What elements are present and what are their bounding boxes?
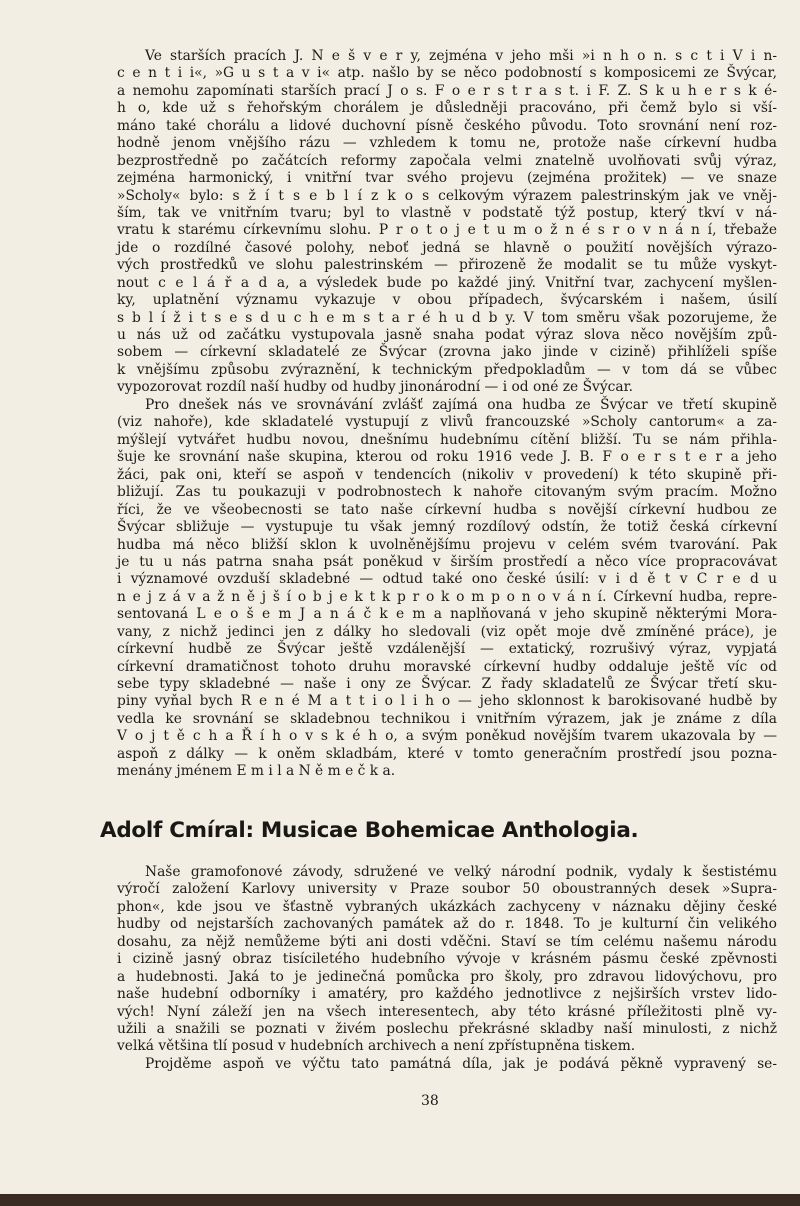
text-line: vých! Nyní záleží jen na všech interesentech, aby této krásné příležitosti plně vy- [117,1003,777,1020]
text-line: V o j t ě c h a Ř í h o v s k é h o, a svým poněkud novějším tvarem ukazovala by — [117,728,777,745]
text-line: církevní hudbě ze Švýcar ještě vzdálenější — extatický, rozrušivý výraz, vypjatá [117,641,777,658]
text-line: Švýcar sbližuje — vystupuje tu však jemný rozdílový odstín, že totiž česká církevní [117,519,777,536]
text-line: hudby od nejstarších zachovaných památek až do r. 1848. To je kulturní čin velikého [117,916,777,933]
text-line: »Scholy« bylo: s ž í t s e b l í z k o s celkovým výrazem palestrinským jak ve vněj- [117,187,777,204]
text-line: užili a snažili se poznati v živém poslechu překrásné skladby naší minulosti, z nichž [117,1020,777,1037]
text-line: vedla ke srovnání se skladebnou technikou i vnitřním výrazem, jak je známe z díla [117,710,777,727]
text-line: sentovaná L e o š e m J a n á č k e m a naplňovaná v jeho skupině některými Mora- [117,606,777,623]
section-heading: Adolf Cmíral: Musicae Bohemicae Anthologia. [100,818,639,843]
text-line: menány jménem E m i l a N ě m e č k a. [117,763,396,780]
text-line: vratu k starému církevnímu slohu. P r o t o j e t u m o ž n é s r o v n á n í, třebaže [117,222,777,239]
text-line: Pro dnešek nás ve srovnávání zvlášť zajímá ona hudba ze Švýcar ve třetí skupině [145,397,777,413]
text-line: jde o rozdílné časové polohy, neboť jedná se hlavně o použití novějších výrazo- [117,239,777,256]
text-line: (viz nahoře), kde skladatelé vystupují z vlivů francouzské »Scholy cantorum« a za- [117,414,777,431]
text-line: u nás už od začátku vystupovala jasně snaha podat výraz slova něco novějším způ- [117,327,777,343]
text-line: říci, že ve všeobecnosti se tato naše církevní hudba s novější církevní hudbou ze [117,501,777,518]
text-line: i významové ovzduší skladebné — odtud také ono české úsilí: v i d ě t v C r e d u [117,571,777,588]
text-line: sobem — církevní skladatelé ze Švýcar (zrovna jako jinde v cizině) přihlíželi spíše [117,344,777,361]
text-line: velká většina tlí posud v hudebních archivech a není zpřístupněna tiskem. [117,1038,636,1055]
text-line: i cizině jasný obraz tisíciletého hudebního vývoje v krásném pásmu české zpěvnosti [117,951,777,968]
text-line: církevní dramatičnost tohoto druhu moravské církevní hudby oddaluje ještě víc od [117,658,777,675]
text-line: šuje ke srovnání naše skupina, kterou od roku 1916 vede J. B. F o e r s t e r a jeho [117,449,777,466]
page-number: 38 [421,1093,439,1109]
text-line: vypozorovat rozdíl naší hudby od hudby jinonárodní — i od oné ze Švýcar. [117,379,634,396]
text-line: Naše gramofonové závody, sdružené ve velký národní podnik, vydaly k šestistému [145,864,777,880]
text-line: piny vyňal bych R e n é M a t t i o l i h o — jeho sklonnost k barokisované hudbě by [117,693,777,710]
text-line: ky, uplatnění významu vykazuje v obou případech, švýcarském i našem, úsilí [117,292,777,309]
text-line: sebe typy skladebné — naše i ony ze Švýcar. Z řady skladatelů ze Švýcar třetí sku- [117,676,777,692]
text-line: Projděme aspoň ve výčtu tato památná díla, jak je podává pěkně vypravený se- [145,1055,777,1072]
text-line: c e n t i i«, »G u s t a v i« atp. našlo by se něco podobností s komposicemi ze Švýcar, [117,65,777,82]
text-line: bezprostředně po začátcích reformy započala velmi znatelně uvolňovati svůj výraz, [117,152,777,169]
text-line: máno také chorálu a lidové duchovní písně českého původu. Toto srovnání není roz- [117,117,777,134]
paragraph-nesvera-comparison [117,48,777,397]
text-line: aspoň z dálky — k oněm skladbám, které v tomto generačním prostředí jsou pozna- [117,745,777,762]
text-line: k vnějšímu způsobu zvýraznění, k technickým předpokladům — v tom dá se vůbec [117,361,777,378]
text-line: žáci, pak oni, kteří se aspoň v tendencích (nikoliv v provedení) k této skupině při- [117,466,777,483]
scan-bottom-edge [0,1194,800,1206]
text-line: zejména harmonický, i vnitřní tvar svého projevu (zejména prožitek) — ve snaze [117,170,777,187]
text-line: a nemohu zapomínati starších prací J o s. F o e r s t r a s t. i F. Z. S k u h e r s k é- [117,82,777,99]
paragraph-third-group [117,397,777,781]
text-line: dosahu, za nějž nemůžeme býti ani dosti vděčni. Staví se tím celému našemu národu [117,933,777,950]
text-line: s b l í ž i t s e s d u c h e m s t a r é h u d b y. V tom směru však pozorujeme, že [117,309,777,326]
text-line: h o, kde už s řehořským chorálem je důsledněji pracováno, při čemž bylo si vší- [117,100,777,117]
paragraph-anthology [117,864,777,1073]
text-line: výročí založení Karlovy university v Praze soubor 50 oboustranných desek »Supra- [117,881,777,898]
text-line: n e j z á v a ž n ě j š í o b j e k t k p r o k o m p o n o v á n í. Církevní hudba, repre- [117,588,777,605]
text-line: je tu u nás patrna snaha psát poněkud v širším prostředí a něco více propracovávat [117,553,777,570]
text-line: bližují. Zas tu poukazuji v podrobnostech k nahoře citovaným svým pracím. Možno [117,484,777,501]
text-line: ším, tak ve vnitřním tvaru; byl to vlastně v podstatě týž postup, který tkví v ná- [117,204,777,221]
text-line: mýšlejí vytvářet hudbu novou, dnešnímu hudebnímu cítění bližší. Tu se nám přihla- [117,431,777,448]
text-line: hodně jenom vnějšího rázu — vzhledem k tomu ne, protože naše církevní hudba [117,135,777,152]
text-line: Ve starších pracích J. N e š v e r y, zejména v jeho mši »i n h o n. s c t i V i n- [145,48,777,64]
text-line: vých prostředků ve slohu palestrinském — přirozeně že modalit se tu může vyskyt- [117,257,777,274]
text-line: nout c e l á ř a d a, a výsledek bude po každé jiný. Vnitřní tvar, zachycení myšlen- [117,274,777,291]
text-line: a hudebnosti. Jaká to je jedinečná pomůcka pro školy, pro zdravou lidovýchovu, pro [117,968,777,985]
text-line: phon«, kde jsou ve šťastně vybraných ukázkách zachyceny v náznaku dějiny české [117,898,777,915]
text-line: naše hudební odborníky i amatéry, pro každého jednotlivce z nejširších vrstev lido- [117,986,777,1003]
text-line: hudba má něco bližší sklon k uvolněnějšímu projevu v celém svém tvarování. Pak [117,536,777,553]
text-line: vany, z nichž jedinci jen z dálky ho sledovali (viz opět moje dvě zmíněné práce), je [117,623,777,640]
